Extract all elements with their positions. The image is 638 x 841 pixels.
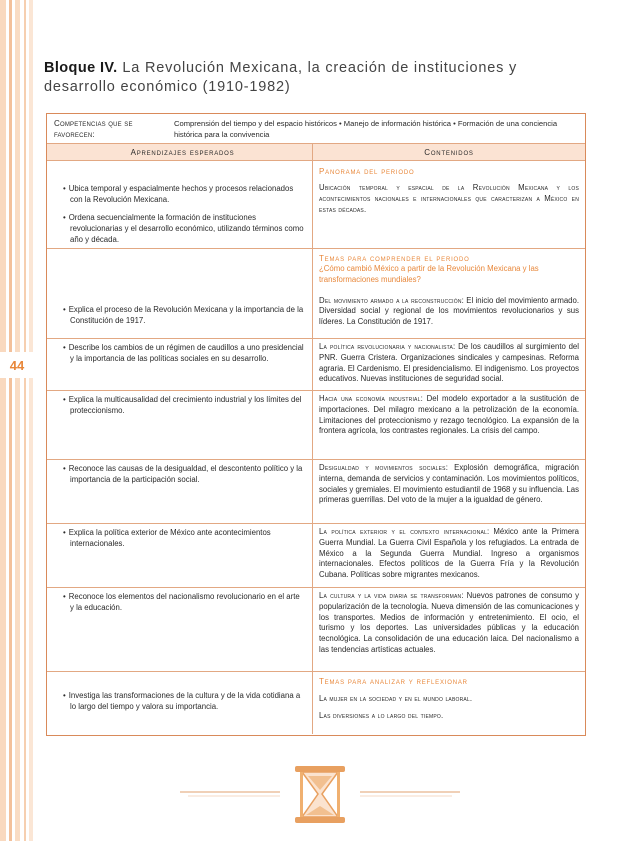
content-cell bbox=[312, 339, 585, 390]
table-row bbox=[47, 248, 585, 338]
learning-cell bbox=[47, 249, 312, 338]
content-text: Las diversiones a lo largo del tiempo. bbox=[319, 710, 444, 720]
content-cell bbox=[312, 161, 585, 248]
competencies-label: Competencias que se favorecen: bbox=[54, 119, 133, 139]
decorative-stripe bbox=[29, 0, 33, 841]
content-text: La política revolucionaria y nacionalista: De los caudillos al surgimiento del PNR. Guerra Cristera. Organizaciones sindicales y campesinas. Reforma agraria. El Cardenismo. El presidencialismo. El indigenismo. Los proyectos educativos. Nuevas instituciones de seguridad social. bbox=[319, 342, 580, 384]
learning-cell bbox=[47, 161, 312, 248]
block-title: La Revolución Mexicana, la creación de instituciones y desarrollo económico (1910-1982) bbox=[44, 60, 518, 95]
content-cell bbox=[312, 391, 585, 459]
learning-cell bbox=[47, 672, 312, 734]
content-cell bbox=[312, 249, 585, 338]
table-row bbox=[47, 523, 585, 587]
content-text: La política exterior y el contexto internacional: México ante la Primera Guerra Mundial. La Guerra Civil Española y los refugiados. La entrada de México a la Segunda Guerra Mundial. Ingreso a organismos internacionales. Efectos políticos de la Guerra Fría y la Revolución Cubana. Políticas sobre migrantes mexicanos. bbox=[319, 527, 579, 580]
competencies-text: Comprensión del tiempo y del espacio históricos • Manejo de información histórica • Formación de una conciencia histórica para la convivencia bbox=[174, 119, 558, 139]
guiding-question: ¿Cómo cambió México a partir de la Revolución Mexicana y las transformaciones mundiales? bbox=[319, 264, 539, 284]
block-label: Bloque IV. bbox=[44, 60, 118, 76]
decorative-stripe bbox=[9, 0, 12, 841]
decorative-stripe bbox=[24, 0, 26, 841]
header-learning: Aprendizajes esperados bbox=[130, 147, 235, 157]
content-text: La mujer en la sociedad y en el mundo laboral. bbox=[319, 694, 473, 703]
learning-cell bbox=[47, 524, 312, 587]
content-text: Desigualdad y movimientos sociales: Explosión demográfica, migración interna, demanda de servicios y contaminación. Los movimientos políticos, sociales y gremiales. El movimiento estudiantil de 1968 y su influencia. Las primeras guerrillas. Del voto de la mujer a la igualdad de género. bbox=[319, 463, 579, 505]
learning-bullet: • Describe los cambios de un régimen de caudillos a uno presidencial y la importancia de las políticas sociales en su desarrollo. bbox=[61, 342, 304, 364]
table-row bbox=[47, 671, 585, 734]
page-number: 44 bbox=[0, 352, 34, 378]
hourglass-decoration bbox=[180, 762, 460, 827]
table-row bbox=[47, 338, 585, 390]
learning-bullet: • Ordena secuencialmente la formación de instituciones revolucionarias y el desarrollo económico, utilizando términos como año y década. bbox=[61, 212, 304, 245]
content-text: Ubicación temporal y espacial de la Revolución Mexicana y los acontecimientos nacionales e internacionales que caracterizan a México en estas décadas. bbox=[319, 183, 579, 214]
section-heading: Temas para analizar y reflexionar bbox=[319, 677, 468, 686]
table-row bbox=[47, 459, 585, 523]
curriculum-table bbox=[46, 113, 586, 736]
section-heading: Temas para comprender el periodo bbox=[319, 254, 470, 263]
learning-bullet: • Ubica temporal y espacialmente hechos y procesos relacionados con la Revolución Mexicana. bbox=[61, 183, 304, 205]
content-text: Del movimiento armado a la reconstrucción: El inicio del movimiento armado. Diversidad social y regional de los movimientos revolucionarios y sus líderes. La Constitución de 1917. bbox=[319, 295, 580, 327]
learning-bullet: • Explica el proceso de la Revolución Mexicana y la importancia de la Constitución de 1917. bbox=[61, 304, 304, 326]
learning-bullet: • Reconoce los elementos del nacionalismo revolucionario en el arte y la educación. bbox=[61, 591, 304, 613]
learning-bullet: • Reconoce las causas de la desigualdad, el descontento político y la importancia de la participación social. bbox=[61, 463, 304, 485]
learning-cell bbox=[47, 339, 312, 390]
header-contents: Contenidos bbox=[312, 144, 585, 160]
content-text: La cultura y la vida diaria se transforman: Nuevos patrones de consumo y popularización de la tecnología. Nueva dimensión de las comunicaciones y los transportes. Medios de información y entretenimiento. El ocio, el turismo y los deportes. Las universidades públicas y la educación tecnológica. La consolidación de una educación laica. Del nacionalismo a las tendencias artísticas actuales. bbox=[319, 591, 579, 654]
table-row bbox=[47, 160, 585, 248]
page-title bbox=[44, 59, 564, 97]
learning-bullet: • Explica la multicausalidad del crecimiento industrial y los límites del proteccionismo. bbox=[61, 394, 304, 416]
decorative-stripe bbox=[0, 0, 6, 841]
learning-cell bbox=[47, 391, 312, 459]
learning-bullet: • Explica la política exterior de México ante acontecimientos internacionales. bbox=[61, 527, 304, 549]
learning-cell bbox=[47, 588, 312, 671]
content-cell bbox=[312, 524, 585, 587]
competencies-row bbox=[47, 114, 585, 143]
table-row bbox=[47, 390, 585, 459]
table-row bbox=[47, 587, 585, 671]
content-text: Hacia una economía industrial: Del modelo exportador a la sustitución de importaciones. Del milagro mexicano a la petrolización de la economía. Limitaciones del proteccionismo y rezago tecnológico. La expansión de la frontera agrícola, los contrastes regionales. La crisis del campo. bbox=[319, 394, 580, 436]
learning-bullet: • Investiga las transformaciones de la cultura y de la vida cotidiana a lo largo del tiempo y valora su importancia. bbox=[61, 690, 304, 712]
decorative-stripe bbox=[15, 0, 20, 841]
table-header bbox=[47, 143, 585, 160]
section-heading: Panorama del periodo bbox=[319, 167, 415, 176]
content-cell bbox=[312, 460, 585, 523]
content-cell bbox=[312, 672, 585, 734]
learning-cell bbox=[47, 460, 312, 523]
content-cell bbox=[312, 588, 585, 671]
